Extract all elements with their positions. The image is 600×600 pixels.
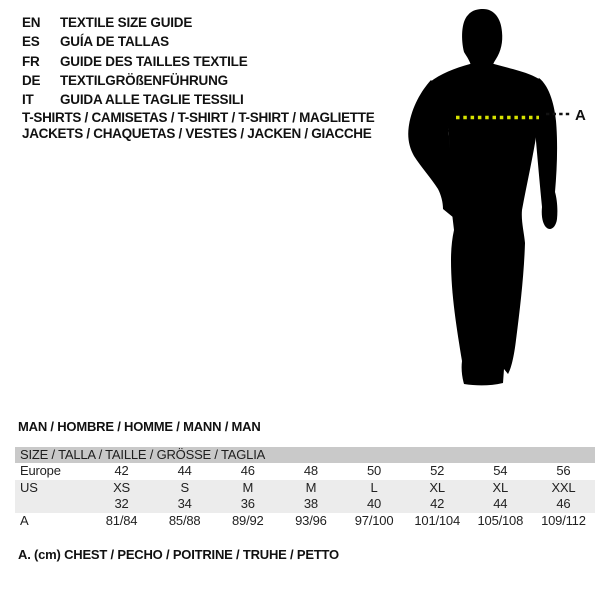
table-cell: 38 <box>303 496 318 511</box>
table-row-numeric <box>15 496 595 513</box>
language-label: GUIDA ALLE TAGLIE TESSILI <box>60 92 244 108</box>
category-jackets: JACKETS / CHAQUETAS / VESTES / JACKEN / GIACCHE <box>22 126 372 141</box>
footnote-chest-legend: A. (cm) CHEST / PECHO / POITRINE / TRUHE / PETTO <box>18 547 339 562</box>
row-label: A <box>20 512 29 528</box>
table-cell: 50 <box>367 463 382 478</box>
language-code: DE <box>22 72 41 88</box>
table-cell: S <box>180 479 189 495</box>
table-cell: M <box>242 479 254 495</box>
size-table <box>15 447 595 529</box>
table-cell: 46 <box>556 496 571 511</box>
table-cell: 46 <box>240 463 255 478</box>
table-cell: 97/100 <box>354 512 394 528</box>
language-row <box>22 52 248 71</box>
measure-label-a: A <box>575 107 586 124</box>
language-label: GUÍA DE TALLAS <box>60 34 169 50</box>
category-list <box>22 110 374 142</box>
language-label: TEXTILE SIZE GUIDE <box>60 15 193 30</box>
language-row <box>22 13 248 32</box>
silhouette-head <box>462 9 502 66</box>
table-cell: 34 <box>177 496 192 511</box>
table-cell: 81/84 <box>105 512 138 528</box>
row-label <box>15 496 90 513</box>
silhouette-right-arm <box>533 78 557 229</box>
table-cell: 32 <box>114 496 129 511</box>
table-cell: 40 <box>367 496 382 511</box>
section-title-man: MAN / HOMBRE / HOMME / MANN / MAN <box>18 419 261 434</box>
language-code: IT <box>22 92 34 108</box>
table-cell: 105/108 <box>477 512 524 528</box>
table-cell: 44 <box>177 463 192 478</box>
table-cell: 109/112 <box>541 512 586 528</box>
table-row-us <box>15 480 595 497</box>
table-cell: XXL <box>551 479 576 495</box>
table-cell: XL <box>492 479 509 495</box>
table-cell: M <box>305 479 317 495</box>
table-cell: 56 <box>556 463 571 478</box>
category-tshirts: T-SHIRTS / CAMISETAS / T-SHIRT / T-SHIRT / MAGLIETTE <box>22 110 375 125</box>
table-cell: 36 <box>240 496 255 511</box>
table-cell: 85/88 <box>168 512 201 528</box>
language-code: FR <box>22 53 40 69</box>
silhouette-body <box>430 64 543 385</box>
row-label: US <box>20 479 38 495</box>
table-cell: XS <box>113 479 131 495</box>
language-code: EN <box>22 15 41 30</box>
language-row <box>22 90 248 109</box>
table-cell: 42 <box>114 463 129 478</box>
language-row <box>22 32 248 51</box>
man-silhouette-figure <box>400 8 595 398</box>
table-cell: L <box>370 479 378 495</box>
table-row-chest-a <box>15 513 595 530</box>
row-label: Europe <box>20 463 61 478</box>
table-cell: 44 <box>493 496 508 511</box>
language-label: TEXTILGRÖßENFÜHRUNG <box>60 72 228 88</box>
table-cell: 89/92 <box>232 512 264 528</box>
table-cell: 54 <box>493 463 508 478</box>
table-cell: 101/104 <box>414 512 460 528</box>
table-cell: XL <box>429 479 445 495</box>
language-code: ES <box>22 34 40 50</box>
language-list <box>22 13 248 109</box>
language-row <box>22 71 248 90</box>
table-cell: 42 <box>430 496 445 511</box>
table-cell: 93/96 <box>295 512 327 528</box>
table-cell: 48 <box>303 463 318 478</box>
table-header: SIZE / TALLA / TAILLE / GRÖSSE / TAGLIA <box>15 447 595 463</box>
table-row-europe <box>15 463 595 480</box>
language-label: GUIDE DES TAILLES TEXTILE <box>60 53 248 69</box>
table-cell: 52 <box>430 463 445 478</box>
